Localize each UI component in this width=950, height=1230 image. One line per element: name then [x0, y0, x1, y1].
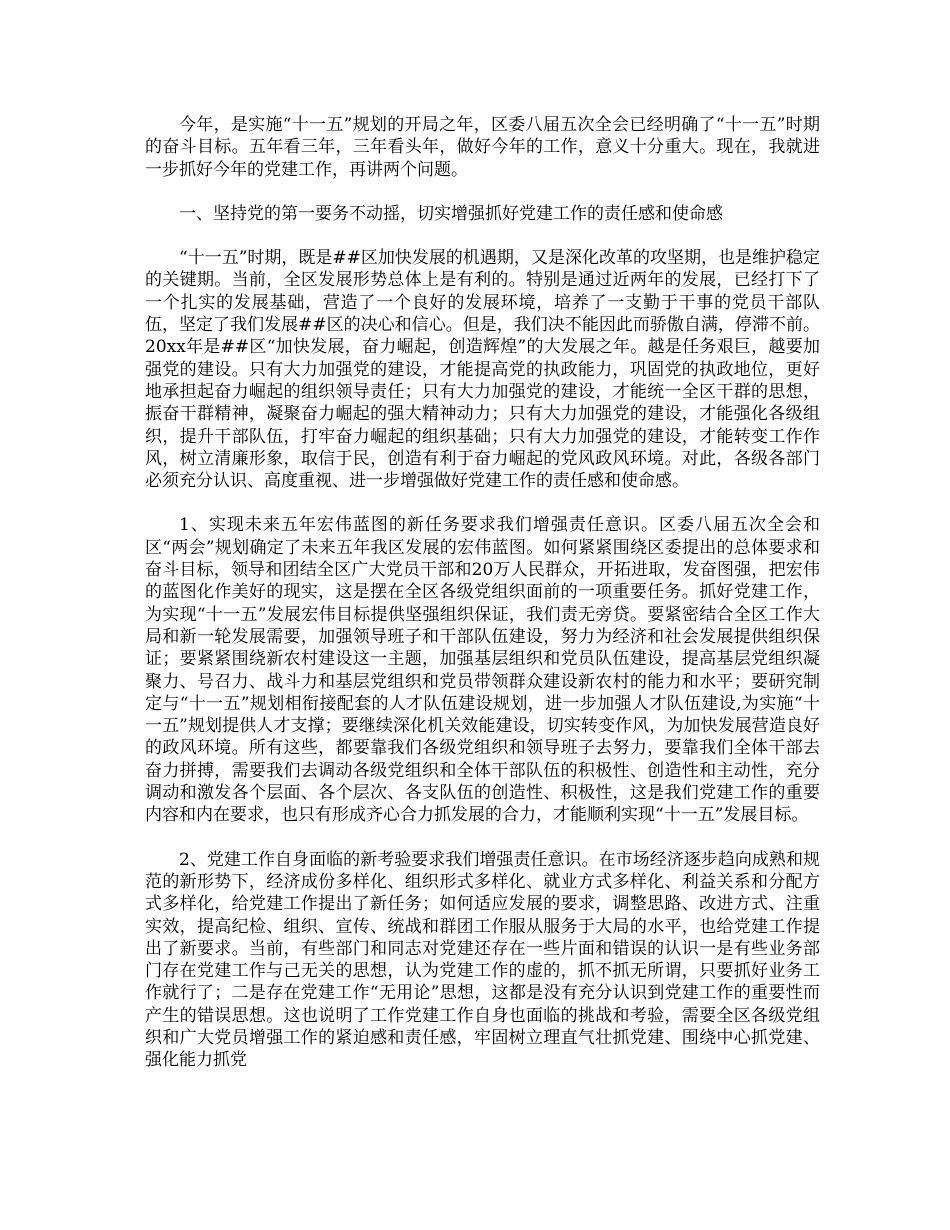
intro-paragraph: 今年，是实施“十一五”规划的开局之年，区委八届五次全会已经明确了“十一五”时期的奋斗目标。五年看三年，三年看头年，做好今年的工作，意义十分重大。现在，我就进一步抓好今年的党建工作，再讲两个问题。 — [145, 115, 820, 180]
body-paragraph-1: “十一五”时期，既是##区加快发展的机遇期，又是深化改革的攻坚期，也是维护稳定的关键期。当前，全区发展形势总体上是有利的。特别是通过近两年的发展，已经打下了一个扎实的发展基础，营造了一个良好的发展环境，培养了一支勤于干事的党员干部队伍，坚定了我们发展##区的决心和信心。但是，我们决不能因此而骄傲自满，停滞不前。20xx年是##区“加快发展，奋力崛起，创造辉煌”的大发展之年。越是任务艰巨，越要加强党的建设。只有大力加强党的建设，才能提高党的执政能力，巩固党的执政地位，更好地承担起奋力崛起的组织领导责任；只有大力加强党的建设，才能统一全区干群的思想，振奋干群精神，凝聚奋力崛起的强大精神动力；只有大力加强党的建设，才能强化各级组织，提升干部队伍，打牢奋力崛起的组织基础；只有大力加强党的建设，才能转变工作作风，树立清廉形象，取信于民，创造有利于奋力崛起的党风政风环境。对此，各级各部门必须充分认识、高度重视、进一步增强做好党建工作的责任感和使命感。 — [145, 248, 820, 492]
paragraph-gap — [145, 225, 820, 247]
document-page — [145, 114, 820, 1072]
paragraph-gap — [145, 492, 820, 514]
section-heading: 一、坚持党的第一要务不动摇，切实增强抓好党建工作的责任感和使命感 — [179, 203, 723, 224]
paragraph-gap — [145, 827, 820, 849]
body-paragraph-2: 1、实现未来五年宏伟蓝图的新任务要求我们增强责任意识。区委八届五次全会和区“两会”规划确定了未来五年我区发展的宏伟蓝图。如何紧紧围绕区委提出的总体要求和奋斗目标，领导和团结全区广大党员干部和20万人民群众，开拓进取，发奋图强，把宏伟的蓝图化作美好的现实，这是摆在全区各级党组织面前的一项重要任务。抓好党建工作，为实现“十一五”发展宏伟目标提供坚强组织保证，我们责无旁贷。要紧密结合全区工作大局和新一轮发展需要，加强领导班子和干部队伍建设，努力为经济和社会发展提供组织保证；要紧紧围绕新农村建设这一主题，加强基层组织和党员队伍建设，提高基层党组织凝聚力、号召力、战斗力和基层党组织和党员带领群众建设新农村的能力和水平；要研究制定与“十一五”规划相衔接配套的人才队伍建设规划，进一步加强人才队伍建设,为实施“十一五”规划提供人才支撑；要继续深化机关效能建设，切实转变作风，为加快发展营造良好的政风环境。所有这些，都要靠我们各级党组织和领导班子去努力，要靠我们全体干部去奋力拼搏，需要我们去调动各级党组织和全体干部队伍的积极性、创造性和主动性，充分调动和激发各个层面、各个层次、各支队伍的创造性、积极性，这是我们党建工作的重要内容和内在要求，也只有形成齐心合力抓发展的合力，才能顺利实现“十一五”发展目标。 — [145, 515, 820, 826]
paragraph-gap — [145, 181, 820, 203]
body-paragraph-3: 2、党建工作自身面临的新考验要求我们增强责任意识。在市场经济逐步趋向成熟和规范的新形势下，经济成份多样化、组织形式多样化、就业方式多样化、利益关系和分配方式多样化，给党建工作提出了新任务；如何适应发展的要求，调整思路、改进方式、注重实效，提高纪检、组织、宣传、统战和群团工作服从服务于大局的水平，也给党建工作提出了新要求。当前，有些部门和同志对党建还存在一些片面和错误的认识一是有些业务部门存在党建工作与己无关的思想，认为党建工作的虚的，抓不抓无所谓，只要抓好业务工作就行了；二是存在党建工作“无用论”思想，这都是没有充分认识到党建工作的重要性而产生的错误思想。这也说明了工作党建工作自身也面临的挑战和考验，需要全区各级党组织和广大党员增强工作的紧迫感和责任感，牢固树立理直气壮抓党建、围绕中心抓党建、强化能力抓党 — [145, 849, 820, 1071]
